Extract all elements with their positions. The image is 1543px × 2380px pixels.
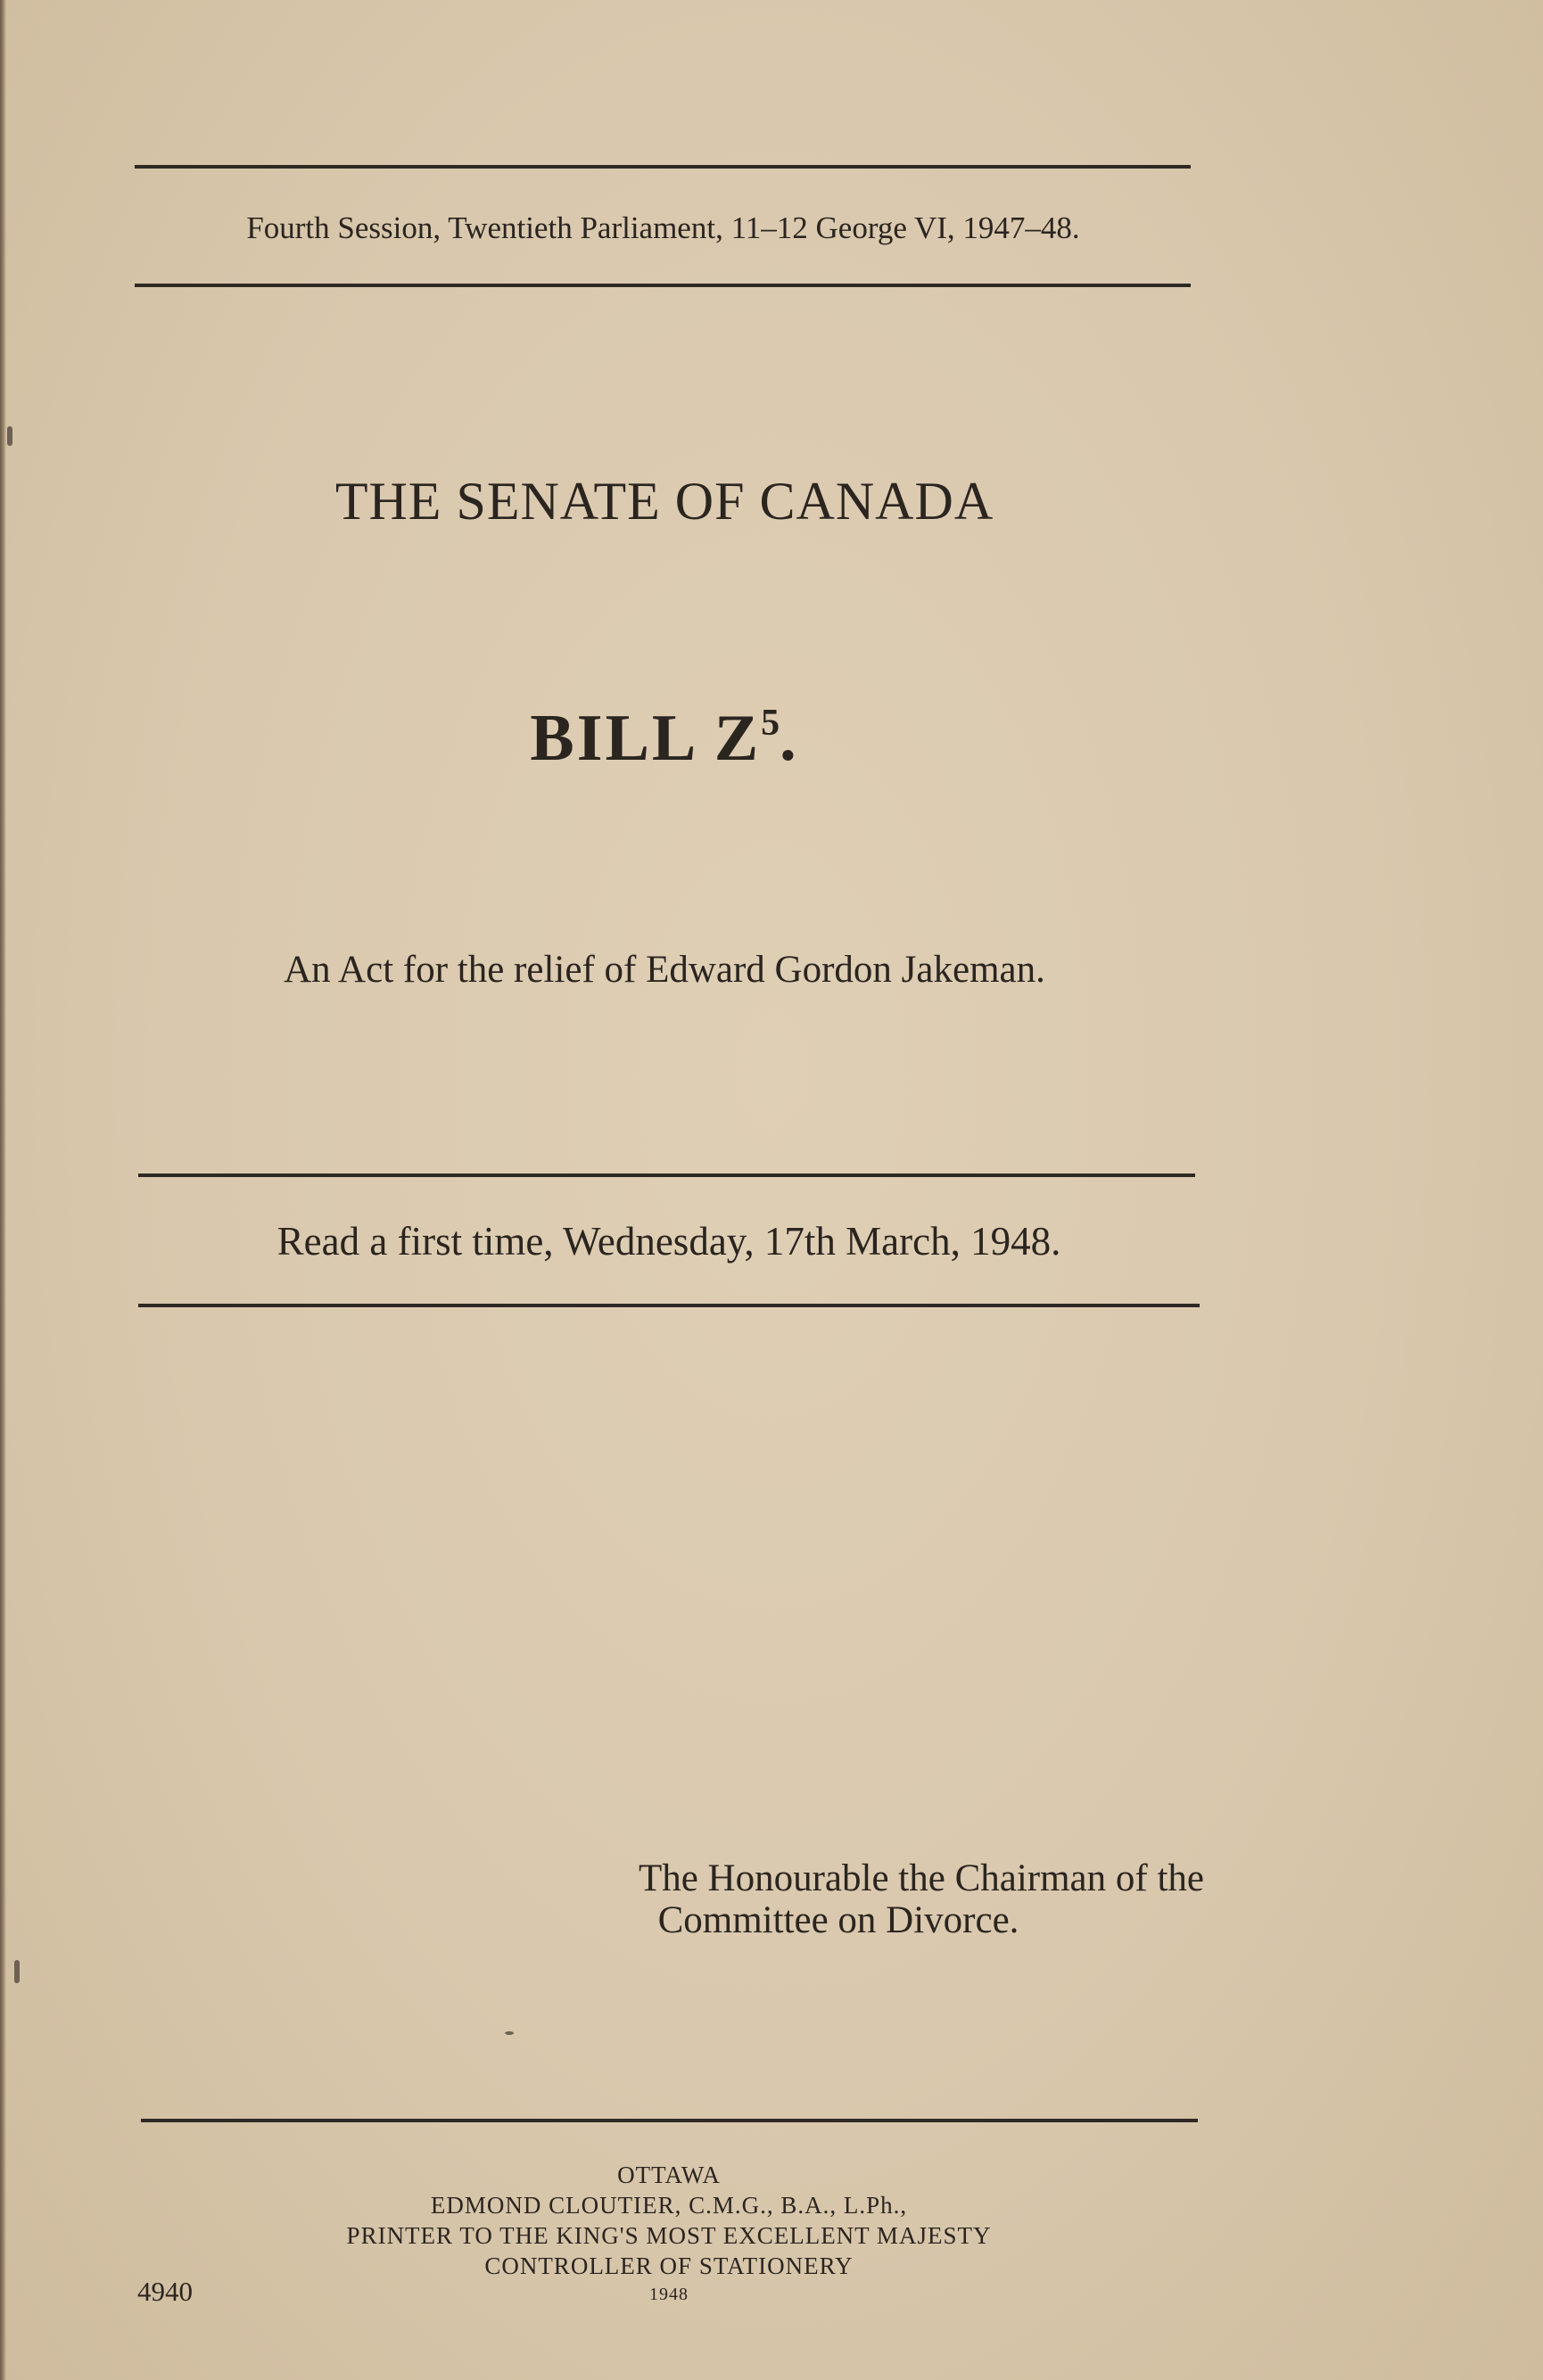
imprint-controller: CONTROLLER OF STATIONERY	[484, 2252, 854, 2279]
top-rule	[135, 165, 1191, 169]
reading-bottom-rule	[138, 1304, 1200, 1307]
bill-title-superscript: 5	[761, 703, 780, 744]
imprint-printer-name: EDMOND CLOUTIER, C.M.G., B.A., L.Ph.,	[430, 2192, 908, 2219]
paper-speck	[505, 2031, 514, 2035]
senate-title: THE SENATE OF CANADA	[334, 472, 994, 531]
imprint-city: OTTAWA	[617, 2162, 721, 2188]
imprint-top-rule	[141, 2119, 1198, 2122]
imprint-year: 1948	[649, 2285, 689, 2304]
presenter-line-1: The Honourable the Chairman of the	[638, 1857, 1204, 1899]
reading-top-rule	[138, 1174, 1195, 1177]
bill-title-period: .	[780, 702, 799, 775]
imprint-printer-title: PRINTER TO THE KING'S MOST EXCELLENT MAJESTY	[346, 2222, 992, 2249]
print-number: 4940	[137, 2276, 193, 2307]
page-binding-edge	[0, 0, 6, 2380]
act-title: An Act for the relief of Edward Gordon Jakeman.	[284, 949, 1045, 991]
paper-speck	[7, 426, 12, 446]
bill-title	[134, 701, 1195, 777]
bill-title-text: BILL Z	[530, 702, 762, 775]
session-line: Fourth Session, Twentieth Parliament, 11–12 George VI, 1947–48.	[246, 210, 1080, 245]
session-bottom-rule	[135, 284, 1191, 287]
paper-speck	[14, 1960, 20, 1983]
presenter-line-2: Committee on Divorce.	[657, 1899, 1019, 1941]
first-reading-line: Read a first time, Wednesday, 17th March, 1948.	[276, 1219, 1061, 1264]
